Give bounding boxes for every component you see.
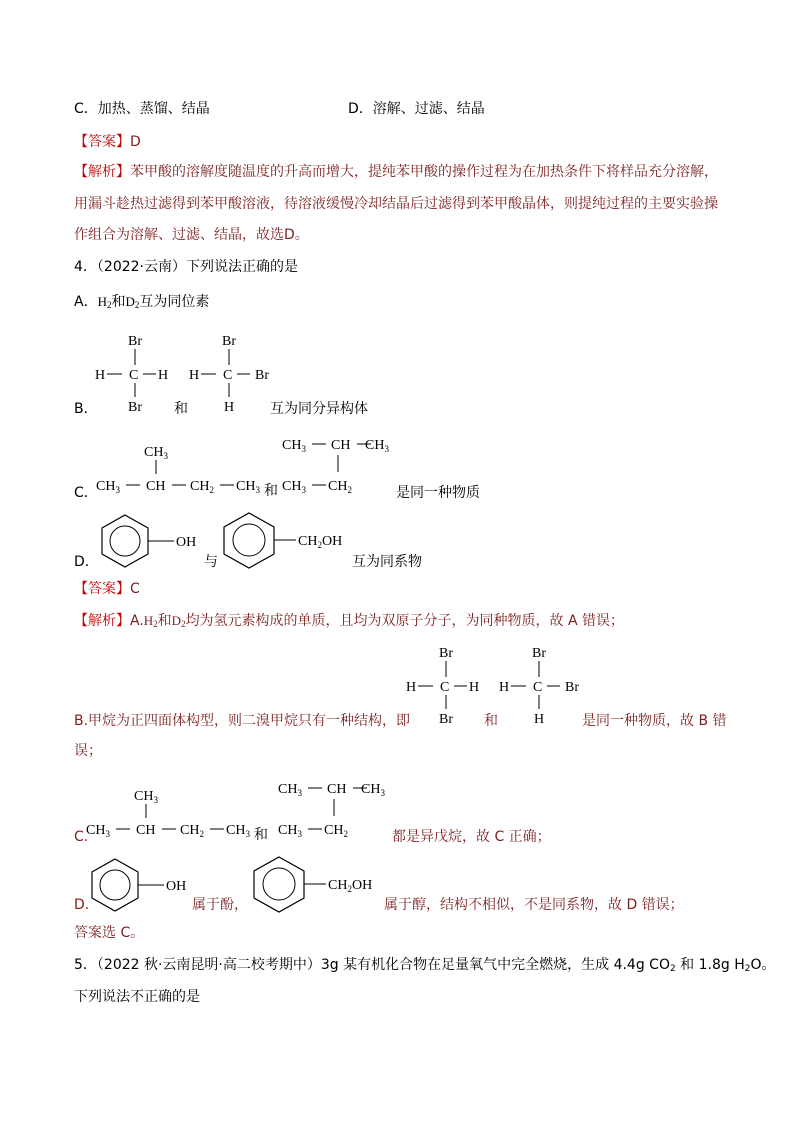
svg-text:C: C xyxy=(223,368,233,383)
option-d-text: 互为同系物 xyxy=(352,554,422,570)
exp-dibromomethane-1 xyxy=(403,642,493,736)
svg-text:CH: CH xyxy=(146,479,166,494)
option-a: A．$H_2$和$D_2$互为同位素 xyxy=(74,294,210,310)
h2-formula: $H_2$ xyxy=(97,294,112,310)
svg-text:H: H xyxy=(469,680,480,695)
svg-text:CH2: $CH_2$ xyxy=(180,823,204,839)
svg-text:CH3: $CH_3$ xyxy=(96,479,120,495)
q4-analysis-c-text: 都是异戊烷，故 C 正确； xyxy=(392,829,551,845)
svg-text:Br: Br xyxy=(128,334,142,349)
svg-text:CH3: $CH_3$ xyxy=(236,479,260,495)
q4-analysis-c-conj: 和 xyxy=(254,827,268,843)
option-b-conj: 和 xyxy=(174,401,188,417)
benzyl-alcohol-structure xyxy=(218,510,358,576)
svg-text:Br: Br xyxy=(222,334,236,349)
q4-final-answer: 答案选 C。 xyxy=(74,925,145,941)
exp-phenol xyxy=(86,856,196,920)
analysis-line-3: 作组合为溶解、过滤、结晶，故选D。 xyxy=(74,227,309,243)
answer-value: D xyxy=(130,134,141,150)
answer-line xyxy=(74,135,141,149)
svg-text:H: H xyxy=(158,368,169,383)
svg-text:C: C xyxy=(533,680,543,695)
q4-analysis-b-wrap: 误； xyxy=(74,743,102,759)
svg-text:H: H xyxy=(534,712,545,727)
analysis-line-2: 用漏斗趁热过滤得到苯甲酸溶液，待溶液缓慢冷却结晶后过滤得到苯甲酸晶体，则提纯过程的主要实验操 xyxy=(74,196,718,212)
isopentane-structure-2 xyxy=(280,430,400,504)
exp-benzyl-alcohol xyxy=(248,854,388,920)
svg-text:CH2: $CH_2$ xyxy=(328,479,352,495)
svg-text:H: H xyxy=(499,680,510,695)
svg-text:CH3: $CH_3$ xyxy=(365,438,389,454)
d2-formula: $D_2$ xyxy=(125,294,140,310)
question-5-stem: 5．（2022 秋·云南昆明·高二校考期中）3g 某有机化合物在足量氧气中完全燃烧，生成 4.4g $CO_2$ 和 1.8g $H_2O$。 xyxy=(74,957,776,974)
question-4-stem: 4．（2022·云南）下列说法正确的是 xyxy=(74,259,298,275)
analysis-tag: 【解析】 xyxy=(74,164,130,180)
svg-text:CH3: $CH_3$ xyxy=(278,782,302,798)
q4-analysis-b: B.甲烷为正四面体构型，则二溴甲烷只有一种结构，即 xyxy=(74,713,411,729)
exp-isopentane-2 xyxy=(276,774,396,848)
option-b-prefix: B． xyxy=(74,401,98,417)
svg-text:CH3: $CH_3$ xyxy=(86,823,110,839)
svg-text:CH3: $CH_3$ xyxy=(282,479,306,495)
question-5-line-2: 下列说法不正确的是 xyxy=(74,989,200,1005)
svg-text:H: H xyxy=(406,680,417,695)
svg-text:CH: CH xyxy=(136,823,156,838)
svg-text:CH: CH xyxy=(331,438,351,453)
q4-answer-line: 【答案】C xyxy=(74,581,140,597)
svg-text:OH: OH xyxy=(176,535,197,550)
q4-answer-value: C xyxy=(130,581,140,597)
svg-text:H: H xyxy=(95,368,106,383)
exp-isopentane-1 xyxy=(84,782,264,846)
svg-text:CH3: $CH_3$ xyxy=(226,823,250,839)
q4-analysis-d-mid: 属于酚， xyxy=(192,897,248,913)
svg-text:Br: Br xyxy=(439,646,453,661)
isopentane-structure-1 xyxy=(94,438,274,502)
q4-analysis-b-conj: 和 xyxy=(484,713,498,729)
phenol-structure xyxy=(96,512,206,576)
svg-text:C: C xyxy=(440,680,450,695)
option-c: C．加热、蒸馏、结晶 xyxy=(74,101,210,117)
svg-text:Br: Br xyxy=(255,368,269,383)
exp-dibromomethane-2 xyxy=(496,642,596,736)
h2-formula: $H_2$ xyxy=(143,613,158,629)
answer-tag: 【答案】 xyxy=(74,134,130,150)
svg-text:Br: Br xyxy=(532,646,546,661)
svg-text:CH3: $CH_3$ xyxy=(282,438,306,454)
option-c-conj: 和 xyxy=(264,483,278,499)
svg-text:CH2: $CH_2$ xyxy=(190,479,214,495)
option-d: D．溶解、过滤、结晶 xyxy=(348,101,485,117)
svg-text:OH: OH xyxy=(166,879,187,894)
q4-analysis-d-end: 属于醇，结构不相似，不是同系物，故 D 错误； xyxy=(384,897,684,913)
q4-analysis-b-tail: 是同一种物质，故 B 错 xyxy=(582,713,727,729)
svg-text:CH: CH xyxy=(327,782,347,797)
svg-text:CH2: $CH_2$ xyxy=(324,823,348,839)
option-c-prefix: C． xyxy=(74,485,98,501)
svg-text:Br: Br xyxy=(565,680,579,695)
svg-text:CH2OH: $CH_2OH$ xyxy=(328,878,373,894)
dibromomethane-structure-1 xyxy=(92,330,182,424)
q4-analysis-d-prefix: D. xyxy=(74,897,90,913)
svg-text:H: H xyxy=(224,400,235,415)
svg-text:Br: Br xyxy=(128,400,142,415)
q4-analysis-a: 【解析】$A.H_2$和$D_2$均为氢元素构成的单质，且均为双原子分子，为同种物质，故 A 错误； xyxy=(74,613,625,629)
svg-text:Br: Br xyxy=(439,712,453,727)
svg-text:CH3: $CH_3$ xyxy=(134,789,158,805)
analysis-line-1: 【解析】苯甲酸的溶解度随温度的升高而增大，提纯苯甲酸的操作过程为在加热条件下将样品充分溶解， xyxy=(74,164,718,180)
svg-text:CH3: $CH_3$ xyxy=(278,823,302,839)
q4-analysis-c-prefix: C. xyxy=(74,829,89,845)
svg-text:C: C xyxy=(129,368,139,383)
option-d-prefix: D． xyxy=(74,554,99,570)
svg-text:CH2OH: $CH_2OH$ xyxy=(298,534,343,550)
svg-text:CH3: $CH_3$ xyxy=(144,445,168,461)
option-b-text: 互为同分异构体 xyxy=(270,401,368,417)
svg-text:H: H xyxy=(189,368,200,383)
d2-formula: $D_2$ xyxy=(171,613,186,629)
option-c-text: 是同一种物质 xyxy=(396,485,480,501)
svg-text:CH3: $CH_3$ xyxy=(361,782,385,798)
option-d-conj: 与 xyxy=(204,554,218,570)
